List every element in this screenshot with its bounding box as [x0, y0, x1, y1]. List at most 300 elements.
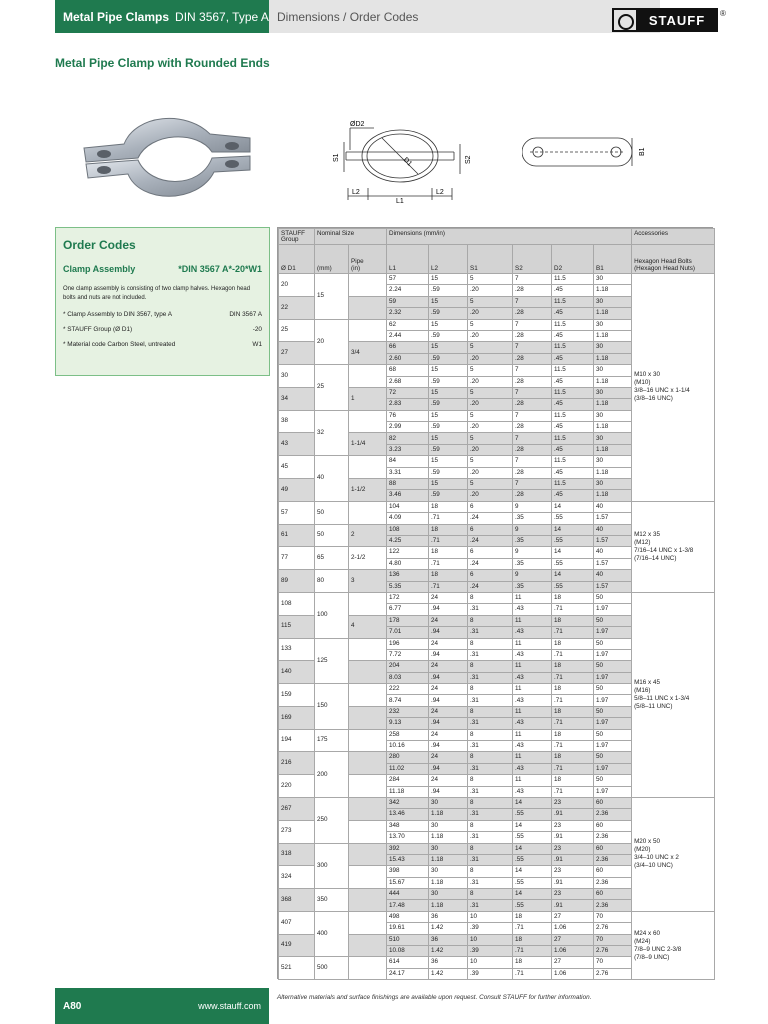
cell-d1: 220: [279, 775, 315, 798]
cell-dimension: 60: [594, 866, 632, 877]
cell-dimension: 50: [594, 706, 632, 717]
cell-dimension: 18: [513, 957, 552, 968]
cell-dimension: 11: [513, 638, 552, 649]
cell-dimension: 18: [513, 934, 552, 945]
cell-dimension: 50: [594, 661, 632, 672]
cell-dimension: 398: [387, 866, 429, 877]
cell-dimension: .71: [552, 763, 594, 774]
order-code-item-value: -20: [252, 326, 262, 333]
cell-pipe: [349, 729, 387, 752]
cell-dimension: 1.97: [594, 718, 632, 729]
cell-nominal-mm: 125: [315, 638, 349, 684]
cell-dimension: 2.36: [594, 832, 632, 843]
cell-dimension: 1.57: [594, 558, 632, 569]
cell-pipe: [349, 866, 387, 889]
cell-dimension: .39: [468, 946, 513, 957]
cell-dimension: .43: [513, 672, 552, 683]
cell-pipe: [349, 911, 387, 934]
cell-dimension: .31: [468, 763, 513, 774]
cell-dimension: .31: [468, 786, 513, 797]
cell-dimension: 8: [468, 729, 513, 740]
label-l2-left: L2: [352, 189, 360, 196]
cell-dimension: 444: [387, 889, 429, 900]
cell-dimension: 5: [468, 319, 513, 330]
cell-dimension: 8: [468, 615, 513, 626]
cell-dimension: 5: [468, 410, 513, 421]
cell-dimension: .45: [552, 444, 594, 455]
cell-dimension: 40: [594, 524, 632, 535]
cell-dimension: 8: [468, 889, 513, 900]
cell-dimension: 18: [429, 570, 468, 581]
cell-pipe: [349, 661, 387, 684]
cell-dimension: 7: [513, 479, 552, 490]
cell-pipe: [349, 592, 387, 615]
cell-dimension: .71: [513, 946, 552, 957]
cell-dimension: 2.76: [594, 923, 632, 934]
cell-pipe: [349, 319, 387, 342]
cell-dimension: .43: [513, 627, 552, 638]
cell-dimension: .59: [429, 467, 468, 478]
cell-dimension: 30: [594, 410, 632, 421]
cell-dimension: 1.42: [429, 968, 468, 979]
cell-dimension: .71: [552, 649, 594, 660]
label-b1: B1: [639, 147, 646, 156]
order-codes-heading: Order Codes: [63, 238, 136, 252]
cell-dimension: 70: [594, 957, 632, 968]
cell-dimension: 11.5: [552, 456, 594, 467]
cell-dimension: 24: [429, 592, 468, 603]
table-row: [279, 274, 715, 285]
cell-dimension: 15: [429, 365, 468, 376]
accessory-line: (3/8–16 UNC): [634, 395, 673, 403]
cell-d1: 115: [279, 615, 315, 638]
cell-nominal-mm: 50: [315, 524, 349, 547]
cell-dimension: .31: [468, 695, 513, 706]
accessory-line: M20 x 50: [634, 838, 660, 846]
order-code-item-label: * STAUFF Group (Ø D1): [63, 326, 133, 333]
cell-dimension: 2.76: [594, 968, 632, 979]
cell-dimension: 10: [468, 911, 513, 922]
cell-dimension: 50: [594, 592, 632, 603]
cell-dimension: 2.24: [387, 285, 429, 296]
cell-dimension: 18: [552, 615, 594, 626]
accessory-line: 7/16–14 UNC x 1-3/8: [634, 546, 694, 554]
cell-dimension: 1.18: [429, 809, 468, 820]
cell-dimension: 24: [429, 775, 468, 786]
cell-dimension: 7: [513, 319, 552, 330]
label-od2: ØD2: [350, 121, 365, 128]
cell-dimension: 30: [594, 387, 632, 398]
cell-dimension: 1.18: [594, 330, 632, 341]
cell-dimension: 70: [594, 911, 632, 922]
cell-d1: 27: [279, 342, 315, 365]
cell-dimension: .20: [468, 376, 513, 387]
cell-dimension: .71: [513, 923, 552, 934]
cell-dimension: 222: [387, 684, 429, 695]
cell-pipe: 2-1/2: [349, 547, 387, 570]
cell-dimension: 15.67: [387, 877, 429, 888]
cell-dimension: 7: [513, 387, 552, 398]
cell-d1: 324: [279, 866, 315, 889]
header-s1: S1: [468, 245, 513, 274]
cell-dimension: .59: [429, 330, 468, 341]
section-bar: [269, 0, 660, 33]
cell-dimension: 11.5: [552, 433, 594, 444]
cell-dimension: .45: [552, 308, 594, 319]
cell-nominal-mm: 20: [315, 319, 349, 365]
stauff-logo: [612, 8, 718, 32]
cell-dimension: .55: [513, 809, 552, 820]
cell-dimension: 5: [468, 387, 513, 398]
cell-dimension: 11: [513, 615, 552, 626]
cell-dimension: 15.43: [387, 854, 429, 865]
accessory-line: (M24): [634, 937, 651, 945]
cell-pipe: 2: [349, 524, 387, 547]
cell-dimension: 14: [513, 889, 552, 900]
cell-dimension: 13.46: [387, 809, 429, 820]
cell-dimension: 1.18: [594, 422, 632, 433]
cell-pipe: [349, 501, 387, 524]
cell-dimension: 15: [429, 479, 468, 490]
cell-dimension: .94: [429, 786, 468, 797]
cell-dimension: 23: [552, 889, 594, 900]
cell-dimension: 24: [429, 684, 468, 695]
cell-dimension: 82: [387, 433, 429, 444]
cell-dimension: 30: [594, 456, 632, 467]
cell-pipe: [349, 684, 387, 707]
cell-dimension: 40: [594, 547, 632, 558]
cell-dimension: .31: [468, 718, 513, 729]
cell-pipe: 4: [349, 615, 387, 638]
order-code-item-label: * Clamp Assembly to DIN 3567, type A: [63, 311, 173, 318]
cell-dimension: 17.48: [387, 900, 429, 911]
cell-dimension: .94: [429, 627, 468, 638]
cell-dimension: 5: [468, 456, 513, 467]
cell-dimension: 1.18: [429, 832, 468, 843]
accessory-line: M16 x 45: [634, 678, 660, 686]
cell-dimension: 2.36: [594, 900, 632, 911]
cell-dimension: 5: [468, 433, 513, 444]
clamp-assembly-row: [63, 264, 262, 274]
cell-dimension: 1.18: [429, 854, 468, 865]
cell-dimension: 498: [387, 911, 429, 922]
cell-d1: 318: [279, 843, 315, 866]
cell-nominal-mm: 15: [315, 274, 349, 320]
cell-dimension: 2.32: [387, 308, 429, 319]
cell-dimension: 1.18: [594, 285, 632, 296]
cell-dimension: .43: [513, 763, 552, 774]
cell-dimension: .71: [429, 513, 468, 524]
clamp-assembly-label: Clamp Assembly: [63, 264, 136, 274]
logo-wordmark: STAUFF: [638, 10, 716, 30]
clamp-photo: [78, 108, 258, 204]
cell-dimension: 1.06: [552, 946, 594, 957]
cell-dimension: 30: [594, 274, 632, 285]
cell-dimension: 1.18: [594, 353, 632, 364]
cell-dimension: 284: [387, 775, 429, 786]
cell-dimension: .20: [468, 490, 513, 501]
cell-d1: 267: [279, 797, 315, 820]
cell-dimension: 1.06: [552, 968, 594, 979]
cell-d1: 216: [279, 752, 315, 775]
cell-dimension: 9: [513, 547, 552, 558]
cell-dimension: .24: [468, 558, 513, 569]
cell-dimension: 178: [387, 615, 429, 626]
clamp-assembly-code: *DIN 3567 A*-20*W1: [178, 264, 262, 274]
cell-dimension: 1.18: [594, 308, 632, 319]
cell-dimension: .24: [468, 513, 513, 524]
cell-pipe: [349, 889, 387, 912]
cell-dimension: 30: [594, 365, 632, 376]
cell-d1: 30: [279, 365, 315, 388]
cell-dimension: 1.97: [594, 763, 632, 774]
accessory-line: 5/8–11 UNC x 1-3/4: [634, 694, 690, 702]
cell-dimension: .55: [552, 535, 594, 546]
cell-dimension: 60: [594, 889, 632, 900]
cell-dimension: .91: [552, 900, 594, 911]
cell-dimension: 5: [468, 296, 513, 307]
cell-dimension: 88: [387, 479, 429, 490]
cell-dimension: .43: [513, 786, 552, 797]
accessory-line: M12 x 35: [634, 530, 660, 538]
cell-nominal-mm: 80: [315, 570, 349, 593]
cell-dimension: .55: [513, 877, 552, 888]
cell-dimension: 18: [513, 911, 552, 922]
cell-dimension: .43: [513, 741, 552, 752]
cell-dimension: 11: [513, 706, 552, 717]
cell-dimension: 18: [552, 775, 594, 786]
cell-dimension: .20: [468, 444, 513, 455]
cell-d1: 77: [279, 547, 315, 570]
cell-d1: 159: [279, 684, 315, 707]
cell-dimension: .94: [429, 695, 468, 706]
cell-dimension: .28: [513, 399, 552, 410]
cell-dimension: .55: [552, 558, 594, 569]
cell-dimension: 27: [552, 934, 594, 945]
cell-dimension: 19.61: [387, 923, 429, 934]
cell-dimension: .94: [429, 763, 468, 774]
cell-dimension: 11: [513, 729, 552, 740]
footnote: Alternative materials and surface finishings are available upon request. Consult STAUFF for further information.: [277, 994, 592, 1001]
cell-dimension: 15: [429, 387, 468, 398]
cell-d1: 49: [279, 479, 315, 502]
cell-dimension: .91: [552, 809, 594, 820]
cell-dimension: 50: [594, 684, 632, 695]
cell-dimension: 50: [594, 752, 632, 763]
cell-pipe: [349, 638, 387, 661]
cell-dimension: 8: [468, 843, 513, 854]
registered-mark: ®: [720, 9, 726, 18]
cell-nominal-mm: 25: [315, 365, 349, 411]
cell-dimension: 30: [594, 342, 632, 353]
cell-dimension: .59: [429, 444, 468, 455]
section-title: Dimensions / Order Codes: [277, 9, 419, 24]
accessory-line: (M10): [634, 379, 651, 387]
cell-dimension: 50: [594, 615, 632, 626]
cell-dimension: 70: [594, 934, 632, 945]
cell-nominal-mm: 350: [315, 889, 349, 912]
cell-dimension: 14: [513, 843, 552, 854]
header-d1: Ø D1: [279, 245, 315, 274]
header-d2: D2: [552, 245, 594, 274]
cell-dimension: .31: [468, 741, 513, 752]
cell-dimension: 72: [387, 387, 429, 398]
cell-dimension: 24: [429, 706, 468, 717]
cell-nominal-mm: 150: [315, 684, 349, 730]
cell-dimension: 24: [429, 729, 468, 740]
header-dimensions: Dimensions (mm/in): [387, 229, 632, 245]
cell-dimension: 11.5: [552, 479, 594, 490]
cell-dimension: 60: [594, 797, 632, 808]
cell-pipe: [349, 934, 387, 957]
cell-dimension: .91: [552, 877, 594, 888]
cell-dimension: 8: [468, 797, 513, 808]
cell-d1: 273: [279, 820, 315, 843]
cell-dimension: 40: [594, 570, 632, 581]
cell-dimension: .24: [468, 581, 513, 592]
cell-dimension: 1.97: [594, 627, 632, 638]
cell-dimension: 18: [552, 706, 594, 717]
label-s2: S2: [465, 155, 472, 164]
label-s1: S1: [333, 153, 340, 162]
cell-dimension: 8: [468, 684, 513, 695]
cell-accessories: [632, 911, 715, 979]
cell-dimension: 15: [429, 410, 468, 421]
cell-pipe: [349, 296, 387, 319]
header-stauff-group: STAUFF Group: [279, 229, 315, 245]
cell-dimension: .28: [513, 490, 552, 501]
cell-dimension: .94: [429, 741, 468, 752]
cell-dimension: 5: [468, 274, 513, 285]
accessory-line: 7/8–9 UNC 2-3/8: [634, 945, 682, 953]
cell-dimension: .91: [552, 854, 594, 865]
cell-dimension: 24: [429, 615, 468, 626]
cell-dimension: 108: [387, 524, 429, 535]
website-link[interactable]: www.stauff.com: [198, 1001, 261, 1011]
cell-d1: 521: [279, 957, 315, 980]
cell-dimension: 4.09: [387, 513, 429, 524]
cell-dimension: 5: [468, 342, 513, 353]
accessory-line: (3/4–10 UNC): [634, 862, 673, 870]
order-codes-description: One clamp assembly is consisting of two clamp halves. Hexagon head bolts and nuts are not included.: [63, 286, 251, 301]
cell-dimension: 1.97: [594, 786, 632, 797]
cell-dimension: 11: [513, 684, 552, 695]
cell-dimension: 11.5: [552, 387, 594, 398]
cell-dimension: 14: [552, 501, 594, 512]
cell-dimension: 3.46: [387, 490, 429, 501]
accessory-line: (5/8–11 UNC): [634, 702, 673, 710]
header-accessories: Accessories: [632, 229, 715, 245]
header-l1: L1: [387, 245, 429, 274]
cell-dimension: 15: [429, 274, 468, 285]
cell-dimension: 10: [468, 957, 513, 968]
cell-dimension: 36: [429, 911, 468, 922]
order-code-item-value: W1: [252, 341, 262, 348]
cell-dimension: 23: [552, 843, 594, 854]
cell-dimension: 76: [387, 410, 429, 421]
cell-dimension: 122: [387, 547, 429, 558]
cell-dimension: .45: [552, 285, 594, 296]
cell-dimension: 8: [468, 661, 513, 672]
cell-dimension: 60: [594, 820, 632, 831]
cell-d1: 169: [279, 706, 315, 729]
cell-dimension: .94: [429, 672, 468, 683]
cell-dimension: 104: [387, 501, 429, 512]
accessory-line: M24 x 60: [634, 929, 660, 937]
cell-dimension: .59: [429, 422, 468, 433]
cell-dimension: 30: [594, 319, 632, 330]
cell-dimension: 23: [552, 866, 594, 877]
order-code-item: [63, 341, 262, 348]
cell-dimension: 10: [468, 934, 513, 945]
cell-dimension: 232: [387, 706, 429, 717]
cell-pipe: 1-1/4: [349, 433, 387, 456]
cell-dimension: 11.5: [552, 342, 594, 353]
cell-dimension: 1.18: [594, 490, 632, 501]
order-codes-panel: [55, 227, 270, 376]
cell-dimension: 2.83: [387, 399, 429, 410]
cell-dimension: .45: [552, 399, 594, 410]
cell-dimension: 348: [387, 820, 429, 831]
cell-dimension: .71: [552, 604, 594, 615]
cell-dimension: 14: [513, 797, 552, 808]
cell-dimension: 1.18: [594, 467, 632, 478]
cell-dimension: 1.18: [429, 877, 468, 888]
cell-dimension: 10.16: [387, 741, 429, 752]
cell-dimension: .59: [429, 308, 468, 319]
cell-dimension: 2.68: [387, 376, 429, 387]
cell-dimension: 30: [594, 479, 632, 490]
cell-dimension: .71: [552, 786, 594, 797]
product-title: Metal Pipe Clamps: [63, 9, 170, 24]
cell-dimension: .31: [468, 672, 513, 683]
cell-dimension: 2.60: [387, 353, 429, 364]
order-code-item: [63, 326, 262, 333]
cell-dimension: 27: [552, 911, 594, 922]
cell-dimension: 7: [513, 365, 552, 376]
cell-dimension: 8.03: [387, 672, 429, 683]
cell-dimension: 1.42: [429, 923, 468, 934]
cell-dimension: 11: [513, 752, 552, 763]
accessory-line: M10 x 30: [634, 371, 660, 379]
cell-dimension: 7.72: [387, 649, 429, 660]
order-code-item-label: * Material code Carbon Steel, untreated: [63, 341, 176, 348]
cell-dimension: .94: [429, 649, 468, 660]
cell-dimension: 23: [552, 820, 594, 831]
cell-dimension: 1.97: [594, 672, 632, 683]
cell-dimension: .31: [468, 854, 513, 865]
cell-dimension: 392: [387, 843, 429, 854]
cell-dimension: 24: [429, 638, 468, 649]
cell-dimension: 59: [387, 296, 429, 307]
cell-dimension: 1.18: [594, 376, 632, 387]
cell-dimension: .94: [429, 604, 468, 615]
cell-dimension: .43: [513, 649, 552, 660]
cell-dimension: 5: [468, 479, 513, 490]
cell-dimension: 2.99: [387, 422, 429, 433]
cell-dimension: 14: [513, 820, 552, 831]
cell-d1: 407: [279, 911, 315, 934]
cell-dimension: 9: [513, 570, 552, 581]
cell-dimension: 27: [552, 957, 594, 968]
cell-dimension: 7: [513, 296, 552, 307]
cell-nominal-mm: 50: [315, 501, 349, 524]
cell-pipe: [349, 456, 387, 479]
cell-dimension: 1.18: [594, 399, 632, 410]
cell-dimension: 1.57: [594, 581, 632, 592]
cell-nominal-mm: 65: [315, 547, 349, 570]
cell-dimension: 40: [594, 501, 632, 512]
